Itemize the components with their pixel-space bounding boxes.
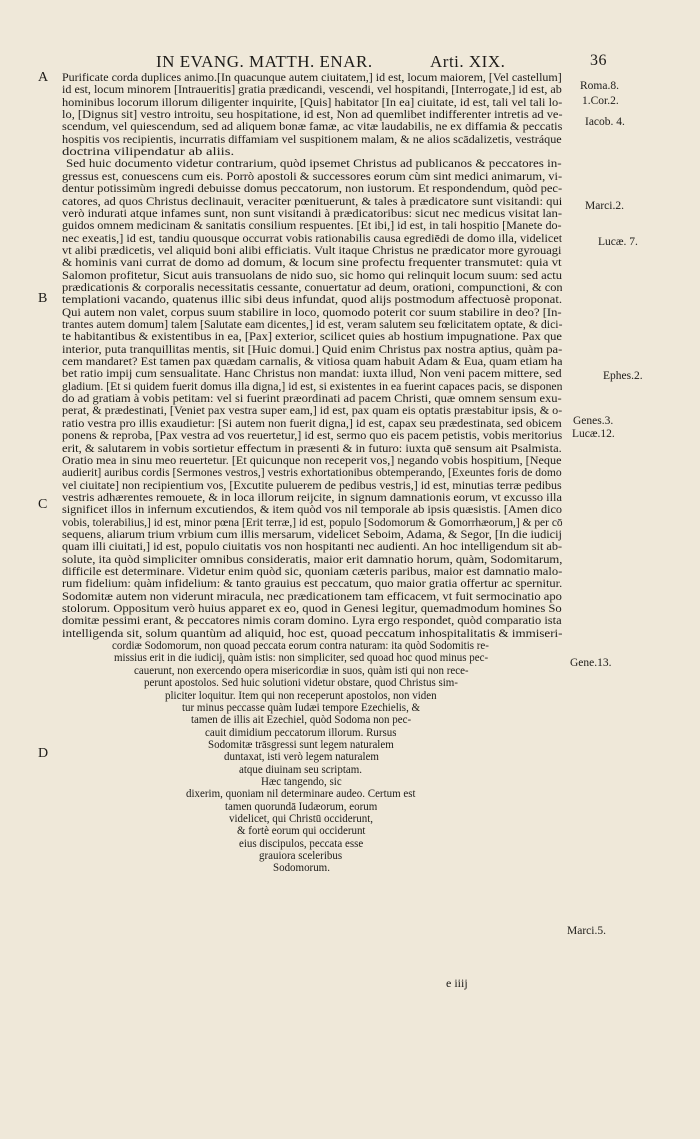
text-line: scendum, vel quiescendum, sed ad aliquem bonæ famæ, ac vitæ laudabilis, ne ex diffamia & peccatis — [62, 121, 563, 134]
text-line: vt alibi prædicetis, vel aliquid boni alibi efficiatis. Vult itaque Christus ne prædicator more gyrouagi — [62, 244, 562, 257]
text-line: difficile est determinare. Videtur enim quòd sic, quoniam cæteris paribus, maior est damnatio malo- — [62, 566, 563, 578]
text-line: Salomon profitetur, Sicut auis transuolans de nido suo, sic homo qui relinquit locum suum: sed actu — [62, 269, 563, 282]
text-line: & fortè eorum qui occiderunt — [237, 825, 366, 838]
text-line: rum fidelium: quàm infidelium: & tanto grauius est peccatum, quo maior gratia offertur ac spernitur. — [62, 578, 563, 591]
running-title: IN EVANG. MATTH. ENAR. — [156, 52, 373, 71]
margin-note: 1.Cor.2. — [582, 95, 619, 107]
text-line: significet illos in infernum excutiendos, & item quòd vos nil temporale ab ipsis quæsistis. [Amen dico — [62, 504, 563, 517]
text-line: Hæc tangendo, sic — [261, 775, 342, 788]
text-line: solute, ita quòd simpliciter omnibus consideratis, maior erit damnatio horum, quàm, Sodomitarum, — [62, 553, 563, 566]
text-line: ponens & reproba, [Pax vestra ad vos reuertetur,] id est, sermo quo eis pacem petistis, vobis meritorius — [62, 430, 563, 443]
text-line: te habitantibus & existentibus in ea, [Pax] exterior, scilicet quies ab hostium impugnatione. Pax que — [62, 331, 563, 344]
text-line: nec exeatis,] id est, tandiu quousque occurrat vobis rationabilis causa egrediēdi de domo illa, videlicet — [62, 232, 563, 245]
text-line: tamen quorundā Iudæorum, eorum — [225, 800, 378, 813]
text-line: Sed huic documento videtur contrarium, quòd ipsemet Christus ad publicanos & peccatores in- — [66, 158, 562, 171]
text-line: gressus est, conuescens cum eis. Porrò apostoli & successores eorum cùm sint medici animarum, vi- — [62, 170, 563, 183]
text-line: gladium. [Et si quidem fuerit domus illa digna,] id est, si existentes in ea fuerint capaces pacis, se disponen — [62, 380, 563, 393]
margin-note: Lucæ.12. — [572, 428, 615, 440]
text-line: verò indurati atque infames sunt, non sunt visitandi à prædicatoribus: sicut nec medicus visitat lan- — [62, 207, 563, 220]
text-line: Oratio mea in sinu meo reuertetur. [Et quicunque non receperit vos,] negando vobis hospitium, [Neque — [62, 454, 562, 467]
margin-note: Lucæ. 7. — [598, 236, 638, 248]
text-line: vobis, tolerabilius,] id est, minor pœna [Erit terræ,] id est, populo [Sodomorum & Gomorrhæorum,] & per cō — [62, 516, 563, 529]
text-line: catores, ad quos Christus declinauit, veraciter pœnituerunt, & tales à prædicatore sunt visitandi: qui — [62, 195, 563, 208]
text-line: ratio vestra pro illis exaudietur: [Si autem non fuerit digna,] id est, capax seu prædestinata, sed obicem — [62, 417, 562, 430]
margin-note: Iacob. 4. — [585, 116, 625, 128]
text-line: do ad gratiam à vobis petitam: vel si fuerint præordinati ad pacem Christi, quæ omnem sensum exu- — [62, 393, 562, 406]
margin-note: Gene.13. — [570, 657, 612, 669]
text-line: Sodomitæ autem non viderunt miracula, nec prædicationem tam efficacem, vt fuit sermocinatio apo — [62, 590, 562, 603]
text-line: atque diuinam seu scriptam. — [239, 763, 363, 776]
text-line: trantes autem domum] talem [Salutate eam dicentes,] id est, veram salutem seu fœlicitatem optate, & dici- — [62, 319, 563, 331]
text-line: Sodomorum. — [273, 862, 330, 875]
article-label: Arti. XIX. — [430, 52, 506, 71]
text-line: Sodomitæ trāsgressi sunt legem naturalem — [208, 738, 394, 751]
text-line: eius discipulos, peccata esse — [239, 837, 364, 850]
text-line: templationi vacando, quatenus illic sibi deus infundat, quod alijs postmodum affectuosè proponat. — [62, 294, 563, 307]
text-line: perat, & prædestinati, [Veniet pax vestra super eam,] id est, pax quam eis optatis præstabitur ipsis, & o- — [62, 405, 563, 418]
section-marker-c: C — [38, 497, 48, 512]
text-line: id est, locum minorem [Intraueritis] gratia prædicandi, vescendi, vel hospitandi, [Interrogate,] id est, ab — [62, 84, 562, 97]
margin-note: Ephes.2. — [603, 370, 643, 382]
text-line: Purificate corda duplices animo.[In quacunque autem ciuitatem,] id est, locum maiorem, [Vel castellum] — [62, 72, 562, 84]
text-line: hospitis vos recipientis, incurratis diffamiam vel suspitionem malam, & ne alios scādalizetis, vestráque — [62, 133, 562, 146]
text-line: vestris adhærentes remouete, & in loca illorum reijcite, in signum damnationis eorum, vt excusso illa — [62, 491, 562, 504]
text-line: tur minus peccasse quàm Iudæi tempore Ezechielis, & — [182, 701, 421, 714]
margin-note: Marci.5. — [567, 925, 606, 937]
text-line: cem mandaret? Est tamen pax quædam carnalis, & vitiosa quam habuit Adam & Eua, quam etiam ha — [62, 356, 563, 369]
text-line: intelligenda sit, solum quantùm ad aliquid, hoc est, quoad peccatum inhospitalitatis & immiseri- — [62, 627, 563, 640]
margin-note: Roma.8. — [580, 80, 619, 92]
text-line: vel ciuitate] non recipientium vos, [Excutite puluerem de pedibus vestris,] id est, minutias terræ pedibus — [62, 479, 562, 492]
text-line: cauit dimidium peccatorum illorum. Rursus — [205, 726, 397, 739]
text-line: audierit] auribus cordis [Sermones vestros,] vestris exhortationibus obtemperando, [Exeuntes foris de domo — [62, 467, 562, 480]
text-line: domitæ pessimi erant, & peccatores nimis coram domino. Lyra ergo respondet, quòd comparatio ista — [62, 615, 562, 628]
text-line: interior, puta tranquillitas mentis, sit [Huic domui.] Quid enim Christus pax nostra aptius, quàm pa- — [62, 343, 563, 356]
text-line: sequens, aliarum trium vrbium cum illis mersarum, videlicet Seboim, Adama, & Segor, [In die iudicij — [62, 529, 562, 541]
text-line: tamen de illis ait Ezechiel, quòd Sodoma non pec- — [191, 714, 412, 727]
margin-note: Marci.2. — [585, 200, 624, 212]
text-line: pliciter loquitur. Item qui non receperunt apostolos, non viden — [165, 689, 437, 702]
text-line: cauerunt, non exercendo opera misericordiæ in suos, quàm isti qui non rece- — [134, 664, 469, 677]
margin-note: Genes.3. — [573, 415, 614, 427]
signature-mark: e iiij — [446, 976, 468, 990]
text-line: missius erit in die iudicij, quàm istis: non simpliciter, sed quoad hoc quod minus pec- — [114, 652, 489, 665]
text-line: erit, & salutarem in vobis sortietur effectum in præsenti & in futuro: iuxta quē sensum ait Psalmista. — [62, 442, 562, 455]
text-line: bet ratio impij cum sensualitate. Hanc Christus non mandat: iuxta illud, Non veni pacem mittere, sed — [62, 368, 562, 381]
text-line: doctrina vilipendatur ab aliis. — [62, 146, 235, 159]
text-line: prædicationis & corporalis necessitatis cessante, conuertatur ad deum, orationi, compunctioni, & con — [62, 281, 563, 294]
text-line: dentur potissimùm ingredi debuisse domus peccatorum, non iustorum. Et respondendum, quòd pec- — [62, 183, 563, 196]
text-line: cordiæ Sodomorum, non quoad peccata eorum contra naturam: ita quòd Sodomitis re- — [112, 640, 489, 653]
text-line: videlicet, qui Christū occiderunt, — [229, 813, 374, 825]
text-line: perunt apostolos. Sed huic solutioni videtur obstare, quod Christus sim- — [144, 677, 458, 690]
text-line: Qui autem non valet, corpus suum stabilire in loco, quomodo poterit cor suum stabilire in deo? [In- — [62, 306, 562, 319]
text-line: & hominis vani currat de domo ad domum, & locum sine profectu frequenter transmutet: quia vt — [62, 257, 562, 270]
text-line: lo, [Dignus sit] vestro introitu, seu hospitatione, id est, Non ad quemlibet indifferenter intretis ad ve- — [62, 109, 563, 121]
text-line: duntaxat, isti verò legem naturalem — [224, 751, 379, 764]
section-marker-b: B — [38, 291, 48, 306]
text-line: grauiora sceleribus — [259, 850, 343, 862]
text-line: guidos omnem medicinam & sanitatis consilium respuentes. [Et ibi,] id est, in tali hospitio [Manete do- — [62, 220, 562, 233]
page-number: 36 — [590, 52, 607, 69]
text-line: dixerim, quoniam nil determinare audeo. Certum est — [186, 788, 416, 801]
section-marker-d: D — [38, 746, 49, 761]
section-marker-a: A — [38, 70, 49, 85]
text-line: hominibus locorum illorum diligenter inquirite, [Quis] habitator [In ea] ciuitate, id est, tali vel tali lo- — [62, 96, 563, 109]
text-line: stolorum. Oppositum verò huius apparet ex eo, quod in Genesi legitur, quemadmodum homines So — [62, 603, 562, 615]
text-line: quam illi ciuitati,] id est, populo ciuitatis vos non hospitanti nec audienti. An hoc intelligendum sit ab- — [62, 541, 563, 554]
